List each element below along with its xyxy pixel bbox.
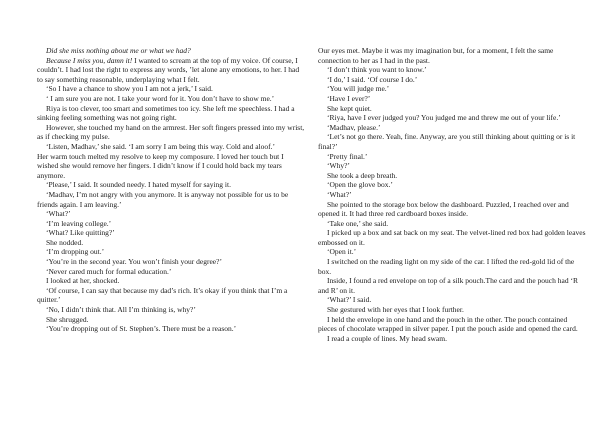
paragraph: ‘I do,’ I said. ‘Of course I do.’ xyxy=(327,74,418,84)
paragraph: She nodded. xyxy=(46,237,84,247)
paragraph: Inside, I found a red envelope on top of a silk pouch.The card and the pouch had ‘R and R’ on it. xyxy=(318,276,578,295)
paragraph: ‘Let’s not go there. Yeah, fine. Anyway, are you still thinking about quitting or is it final?’ xyxy=(318,132,576,151)
paragraph: ‘Riya, have I ever judged you? You judged me and threw me out of your life.’ xyxy=(327,113,561,123)
paragraph: ‘Why?’ xyxy=(327,161,350,171)
paragraph: ‘You’re in the second year. You won’t finish your degree?’ xyxy=(46,257,222,267)
paragraph: ‘Have I ever?’ xyxy=(327,93,371,103)
paragraph: She shrugged. xyxy=(46,314,89,324)
paragraph: ‘I don’t think you want to know.’ xyxy=(327,65,427,75)
paragraph-rest: I wanted to scream at the top of my voice. Of course, I couldn’t. I had lost the right to express any words, ’let alone any emotions, to her. I had to say something reasonable, underplaying what I felt. xyxy=(37,55,300,84)
paragraph: ‘What?’ I said. xyxy=(327,295,372,305)
paragraph: ‘You’re dropping out of St. Stephen’s. There must be a reason.’ xyxy=(46,324,237,334)
paragraph: Riya is too clever, too smart and sometimes too icy. She left me speechless. I had a sinking feeling something was not going right. xyxy=(37,103,295,123)
paragraph xyxy=(37,56,305,85)
paragraph: ‘I’m leaving college.’ xyxy=(46,218,112,228)
paragraph: She gestured with her eyes that I look further. xyxy=(327,305,464,315)
paragraph: I switched on the reading light on my side of the car. I lifted the red-gold lid of the box. xyxy=(318,257,575,276)
paragraph: ‘Take one,’ she said. xyxy=(327,218,389,228)
paragraph: ‘Open the glove box.’ xyxy=(327,180,393,190)
paragraph: ‘Pretty final.’ xyxy=(327,151,368,161)
paragraph: ‘Never cared much for formal education.’ xyxy=(46,266,172,276)
paragraph: I looked at her, shocked. xyxy=(46,276,120,286)
paragraph: ‘What?’ xyxy=(327,189,352,199)
paragraph: I read a couple of lines. My head swam. xyxy=(327,333,447,343)
paragraph: Our eyes met. Maybe it was my imagination but, for a moment, I felt the same connection to her as I had in the past. xyxy=(318,46,554,65)
paragraph: ‘ I am sure you are not. I take your word for it. You don’t have to show me.’ xyxy=(46,93,275,103)
paragraph: ‘Madhav, please.’ xyxy=(327,122,381,132)
paragraph: She pointed to the storage box below the dashboard. Puzzled, I reached over and opened it. It had three red cardboard boxes inside. xyxy=(318,199,569,219)
paragraph: ‘Listen, Madhav,’ she said. ‘I am sorry I am being this way. Cold and aloof.’ xyxy=(46,141,276,151)
paragraph: Did she miss nothing about me or what we had? xyxy=(46,46,191,55)
paragraph: ‘Madhav, I’m not angry with you anymore. It is anyway not possible for us to be friends again. I am leaving.’ xyxy=(37,189,289,209)
paragraph: ‘What? Like quitting?’ xyxy=(46,228,115,238)
paragraph: I picked up a box and sat back on my seat. The velvet-lined red box had golden leaves embossed on it. xyxy=(318,228,586,247)
paragraph: ‘So I have a chance to show you I am not a jerk,’ I said. xyxy=(46,84,213,94)
paragraph: Her warm touch melted my resolve to keep my composure. I loved her touch but I wished she would remove her fingers. I didn’t know if I could hold back my tears anymore. xyxy=(37,151,284,180)
paragraph-emphasis: Because I miss you, damn it! xyxy=(46,55,133,65)
right-page xyxy=(318,46,586,343)
paragraph: ‘Of course, I can say that because my dad’s rich. It’s okay if you think that I’m a quitter.’ xyxy=(37,285,288,305)
paragraph: She took a deep breath. xyxy=(327,170,398,180)
paragraph: However, she touched my hand on the armrest. Her soft fingers pressed into my wrist, as if checking my pulse. xyxy=(37,122,305,142)
paragraph: ‘Please,’ I said. It sounded needy. I hated myself for saying it. xyxy=(46,180,231,190)
paragraph: ‘You will judge me.’ xyxy=(327,84,390,94)
paragraph: I held the envelope in one hand and the pouch in the other. The pouch contained pieces of chocolate wrapped in silver paper. I put the pouch aside and opened the card. xyxy=(318,314,578,334)
paragraph: ‘No, I didn’t think that. All I’m thinking is, why?’ xyxy=(46,305,196,315)
paragraph: ‘What?’ xyxy=(46,209,71,219)
paragraph: ‘Open it.’ xyxy=(327,247,357,257)
paragraph: She kept quiet. xyxy=(327,103,372,113)
left-page xyxy=(37,46,305,334)
paragraph: ‘I’m dropping out.’ xyxy=(46,247,105,257)
